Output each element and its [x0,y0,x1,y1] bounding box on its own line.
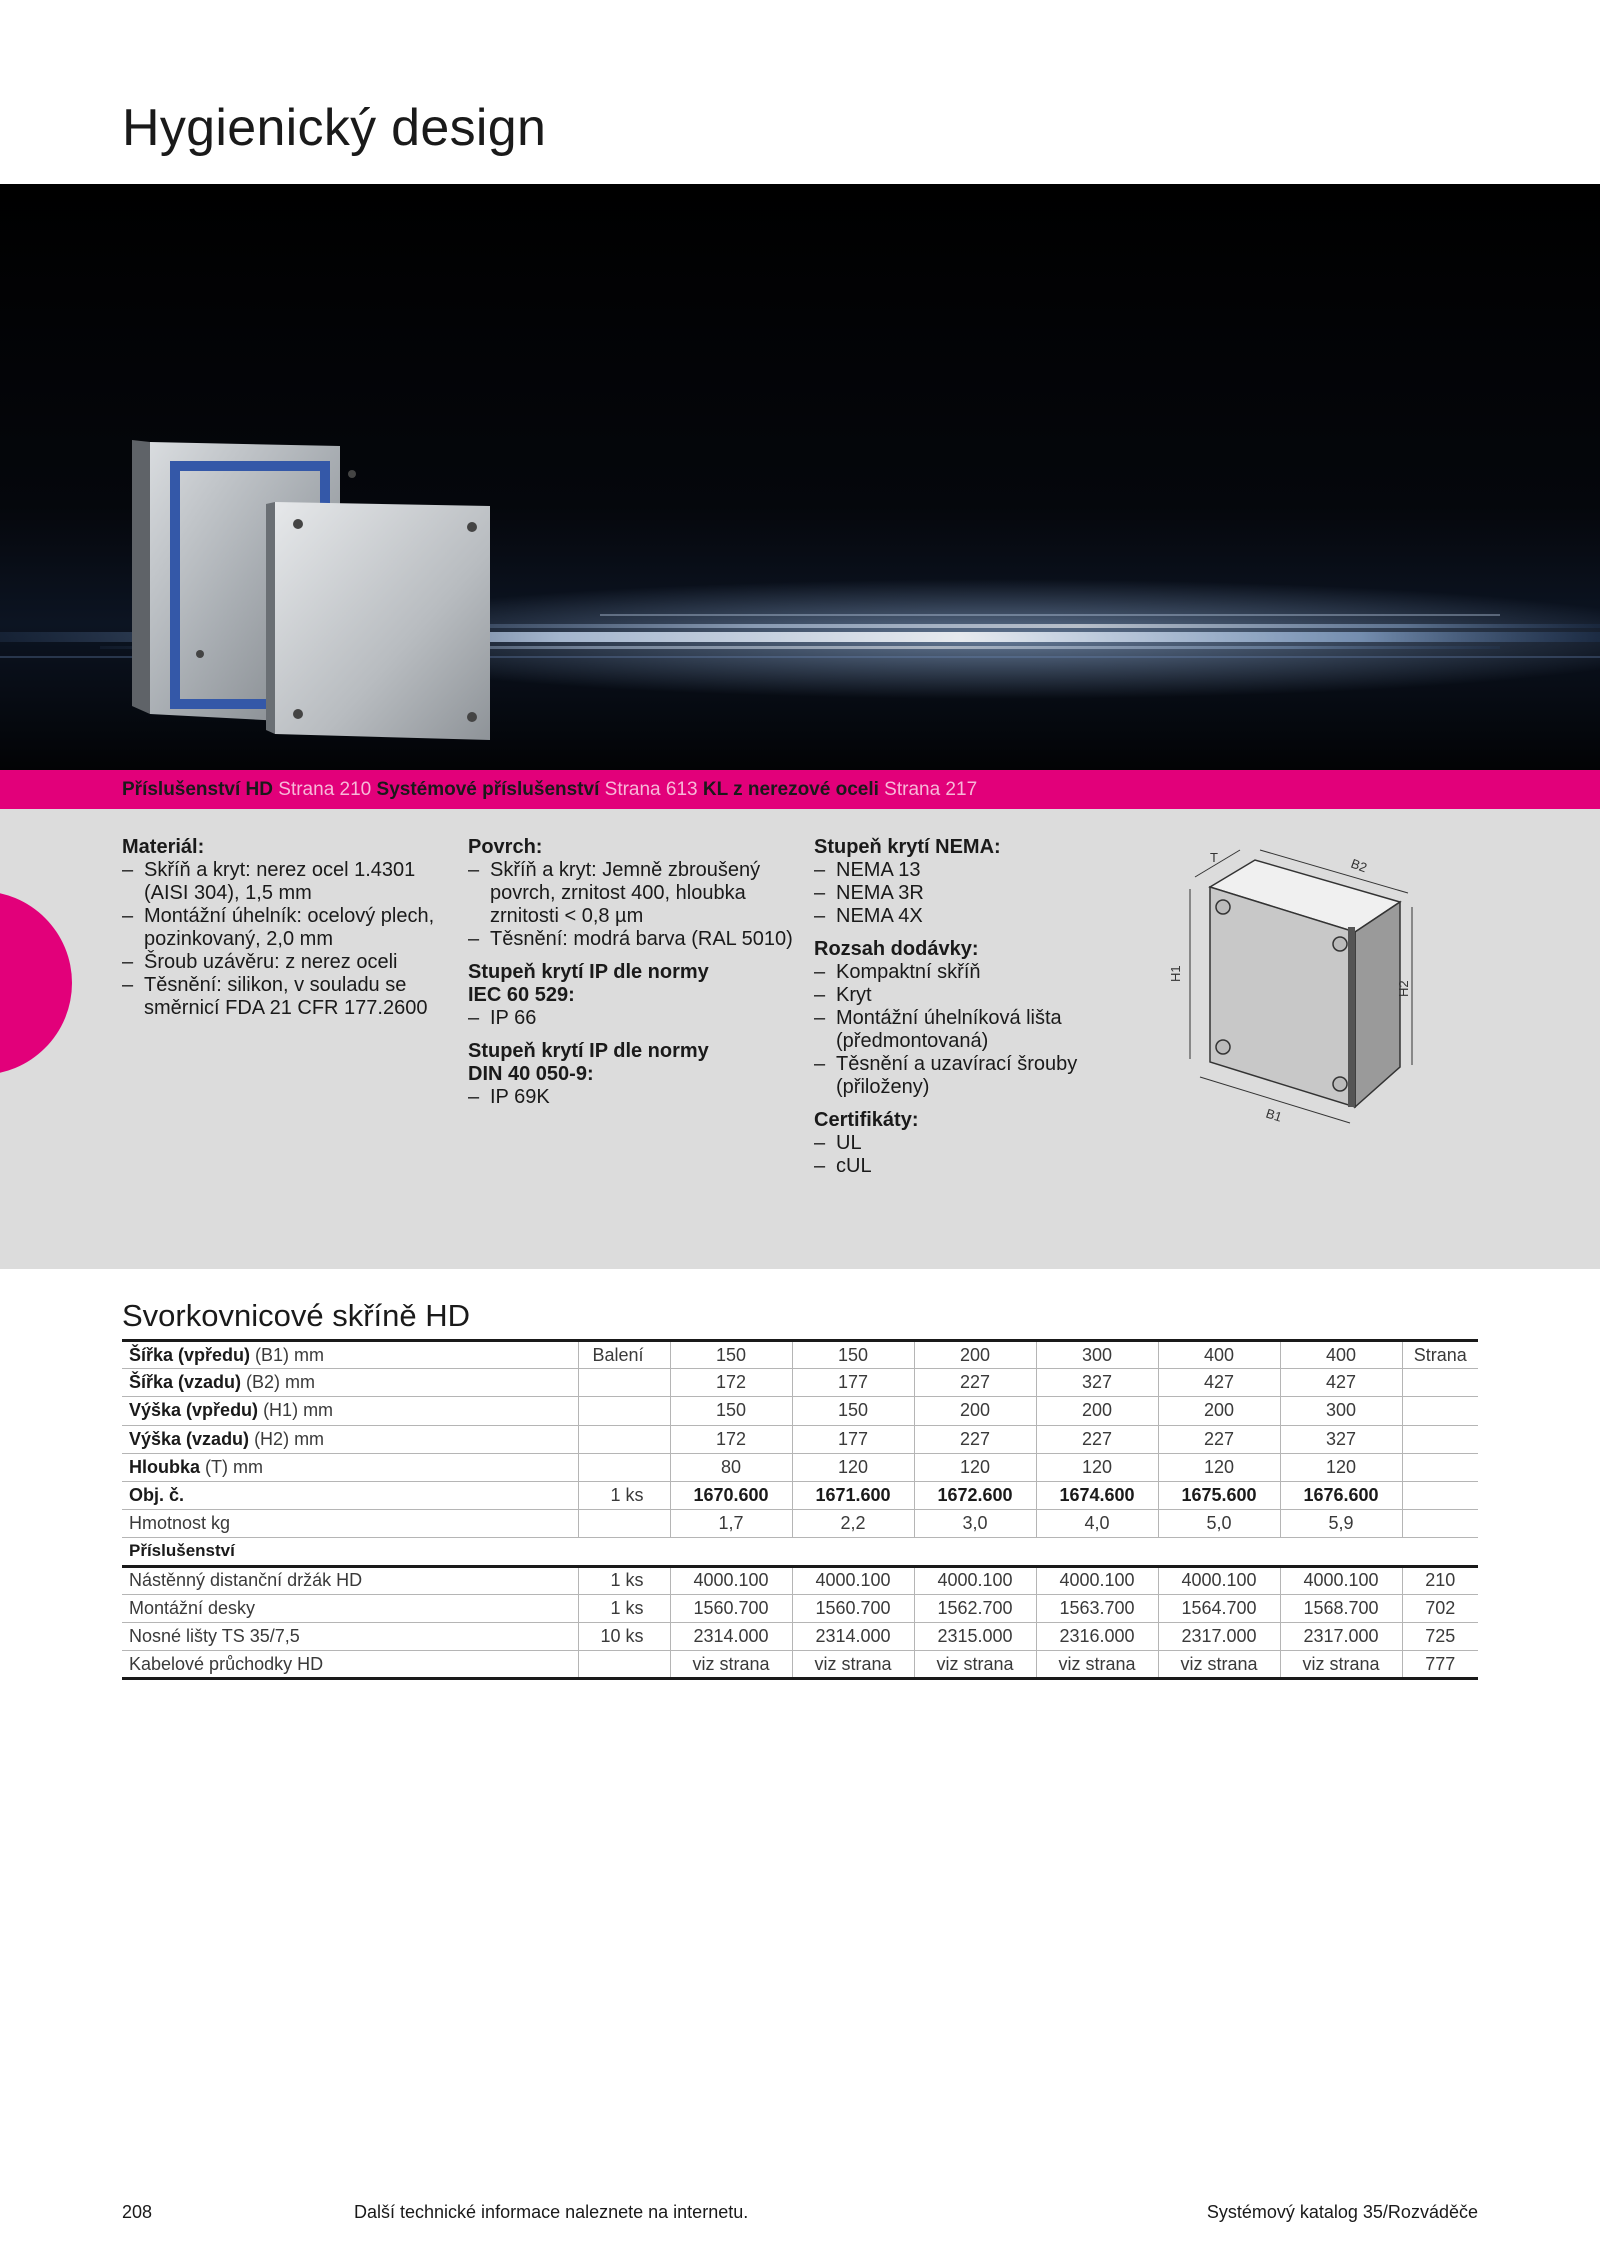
row-label-bold: Výška (vzadu) [129,1428,250,1449]
pack-cell [578,1369,670,1397]
pack-cell [578,1425,670,1453]
value-cell: 4,0 [1036,1510,1158,1538]
row-label-bold: Obj. č. [129,1485,185,1506]
value-cell: 177 [792,1369,914,1397]
value-cell: 4000.100 [1158,1566,1280,1594]
value-cell: 200 [1036,1397,1158,1425]
link-system-accessories[interactable]: Systémové příslušenství [376,779,600,800]
value-cell: 327 [1036,1369,1158,1397]
footer-note: Další technické informace naleznete na internetu. [354,2202,749,2222]
value-cell: 2317.000 [1158,1622,1280,1650]
list-item: – Těsnění a uzavírací šrouby (přiloženy) [814,1053,1144,1099]
ip-din-heading: Stupeň krytí IP dle normy DIN 40 050-9: [468,1040,709,1085]
value-cell: 3,0 [914,1510,1036,1538]
ip-din-list [468,1086,798,1109]
row-label: Výška (vpředu) (H1) mm [122,1397,578,1425]
ip-iec-heading: Stupeň krytí IP dle normy IEC 60 529: [468,961,709,1006]
row-label: Hloubka (T) mm [122,1453,578,1481]
page-cell [1402,1397,1478,1425]
value-cell: 172 [670,1425,792,1453]
value-cell: 427 [1280,1369,1402,1397]
table-row [122,1481,1478,1509]
page-number: 208 [122,2202,153,2222]
list-item: – IP 69K [468,1086,798,1109]
label-h2: H2 [1396,980,1411,997]
list-item: – Kryt [814,984,1144,1007]
list-item: – NEMA 13 [814,859,1144,882]
value-cell: 400 [1280,1341,1402,1369]
value-cell: 2315.000 [914,1622,1036,1650]
catalog-name: Systémový katalog 35/Rozváděče [1206,2202,1478,2222]
row-label-bold: Šířka (vpředu) [129,1344,251,1365]
list-item: – Těsnění: silikon, v souladu se směrnicí FDA 21 CFR 177.2600 [122,974,442,1020]
accessory-label: Kabelové průchodky HD [122,1651,578,1679]
material-list [122,859,442,1020]
label-h1: H1 [1168,965,1183,982]
value-cell: viz strana [792,1651,914,1679]
specification-panel [0,809,1600,1269]
pack-cell: Balení [578,1341,670,1369]
value-cell: 4000.100 [914,1566,1036,1594]
table-row [122,1651,1478,1679]
value-cell: 200 [914,1397,1036,1425]
link-kl-stainless[interactable]: KL z nerezové oceli [702,779,879,800]
list-item: – Kompaktní skříň [814,961,1144,984]
label-b2: B2 [1348,855,1370,876]
decorative-circle [0,891,72,1075]
value-cell: 200 [1158,1397,1280,1425]
scope-list [814,961,1144,1099]
surface-heading: Povrch: [468,836,543,858]
row-label: Hmotnost kg [122,1510,578,1538]
value-cell: 5,9 [1280,1510,1402,1538]
value-cell: 4000.100 [1280,1566,1402,1594]
label-t: T [1210,850,1218,865]
scope-heading: Rozsah dodávky: [814,938,979,960]
nema-heading: Stupeň krytí NEMA: [814,836,1001,858]
page-title: Hygienický design [122,99,547,157]
page-cell: Strana [1402,1341,1478,1369]
table-row [122,1453,1478,1481]
value-cell: 80 [670,1453,792,1481]
related-links-bar [0,770,1600,809]
value-cell: 172 [670,1369,792,1397]
value-cell: 120 [1158,1453,1280,1481]
link-hd-accessories[interactable]: Příslušenství HD [122,779,273,800]
list-item: – Montážní úhelníková lišta (předmontovaná) [814,1007,1144,1053]
value-cell: viz strana [914,1651,1036,1679]
nema-list [814,859,1144,928]
table-row [122,1341,1478,1369]
table-row [122,1566,1478,1594]
table-row [122,1369,1478,1397]
row-label-bold: Šířka (vzadu) [129,1372,242,1393]
label-b1: B1 [1264,1105,1284,1125]
value-cell: 4000.100 [792,1566,914,1594]
value-cell: 2314.000 [792,1622,914,1650]
value-cell: 227 [914,1369,1036,1397]
list-item: – cUL [814,1155,1144,1178]
link-system-accessories-page[interactable]: Strana 613 [604,779,698,800]
value-cell: 300 [1280,1397,1402,1425]
value-cell: 427 [1158,1369,1280,1397]
value-cell: viz strana [1036,1651,1158,1679]
table-row [122,1425,1478,1453]
row-label: Výška (vzadu) (H2) mm [122,1425,578,1453]
page-cell [1402,1425,1478,1453]
pack-cell [578,1510,670,1538]
value-cell: 1674.600 [1036,1481,1158,1509]
value-cell: 4000.100 [670,1566,792,1594]
value-cell: 2314.000 [670,1622,792,1650]
accessories-heading-row [122,1538,1478,1566]
surface-list [468,859,798,951]
list-item: – Šroub uzávěru: z nerez oceli [122,951,442,974]
row-label: Šířka (vzadu) (B2) mm [122,1369,578,1397]
value-cell: 1670.600 [670,1481,792,1509]
table-row [122,1594,1478,1622]
spec-column-material [122,836,442,1020]
value-cell: 120 [792,1453,914,1481]
pack-cell: 1 ks [578,1481,670,1509]
pack-cell [578,1397,670,1425]
material-heading: Materiál: [122,836,205,858]
page-cell[interactable]: 702 [1402,1594,1478,1622]
list-item: – Těsnění: modrá barva (RAL 5010) [468,928,798,951]
value-cell: 1,7 [670,1510,792,1538]
spec-column-surface [468,836,798,1109]
row-label-bold: Výška (vpředu) [129,1400,259,1421]
table-row [122,1622,1478,1650]
certs-heading: Certifikáty: [814,1109,919,1131]
value-cell: 300 [1036,1341,1158,1369]
value-cell: 120 [914,1453,1036,1481]
value-cell: 2,2 [792,1510,914,1538]
value-cell: viz strana [670,1651,792,1679]
pack-cell [578,1453,670,1481]
pack-cell: 10 ks [578,1622,670,1650]
value-cell: viz strana [1280,1651,1402,1679]
list-item: – Skříň a kryt: nerez ocel 1.4301 (AISI 304), 1,5 mm [122,859,442,905]
table-row [122,1397,1478,1425]
row-label [122,1481,578,1509]
list-item: – Montážní úhelník: ocelový plech, pozinkovaný, 2,0 mm [122,905,442,951]
page-cell [1402,1369,1478,1397]
certs-list [814,1132,1144,1178]
pack-cell: 1 ks [578,1594,670,1622]
value-cell: 120 [1280,1453,1402,1481]
value-cell: 227 [914,1425,1036,1453]
page-cell [1402,1453,1478,1481]
value-cell: viz strana [1158,1651,1280,1679]
list-item: – IP 66 [468,1007,798,1030]
table-row [122,1510,1478,1538]
page-cell[interactable]: 210 [1402,1566,1478,1594]
pack-cell [578,1651,670,1679]
list-item: – UL [814,1132,1144,1155]
value-cell: 327 [1280,1425,1402,1453]
value-cell: 4000.100 [1036,1566,1158,1594]
ip-iec-list [468,1007,798,1030]
list-item: – Skříň a kryt: Jemně zbroušený povrch, zrnitost 400, hloubka zrnitosti < 0,8 µm [468,859,798,928]
value-cell: 1675.600 [1158,1481,1280,1509]
value-cell: 2317.000 [1280,1622,1402,1650]
value-cell: 1564.700 [1158,1594,1280,1622]
accessories-heading: Příslušenství [122,1538,1478,1566]
value-cell: 2316.000 [1036,1622,1158,1650]
link-kl-stainless-page[interactable]: Strana 217 [884,779,978,800]
value-cell: 1560.700 [792,1594,914,1622]
value-cell: 1560.700 [670,1594,792,1622]
table-title: Svorkovnicové skříně HD [122,1298,471,1333]
value-cell: 227 [1158,1425,1280,1453]
page-cell[interactable]: 725 [1402,1622,1478,1650]
row-label-bold: Hloubka [129,1456,201,1477]
value-cell: 1672.600 [914,1481,1036,1509]
page-cell [1402,1481,1478,1509]
link-hd-accessories-page[interactable]: Strana 210 [278,779,372,800]
value-cell: 1671.600 [792,1481,914,1509]
row-label: Šířka (vpředu) (B1) mm [122,1341,578,1369]
pack-cell: 1 ks [578,1566,670,1594]
value-cell: 150 [792,1397,914,1425]
spec-column-nema [814,836,1144,1178]
value-cell: 177 [792,1425,914,1453]
accessory-label: Montážní desky [122,1594,578,1622]
value-cell: 1563.700 [1036,1594,1158,1622]
list-item: – NEMA 3R [814,882,1144,905]
value-cell: 1676.600 [1280,1481,1402,1509]
value-cell: 200 [914,1341,1036,1369]
page-cell[interactable]: 777 [1402,1651,1478,1679]
accessory-label: Nástěnný distanční držák HD [122,1566,578,1594]
page-cell [1402,1510,1478,1538]
value-cell: 227 [1036,1425,1158,1453]
value-cell: 5,0 [1158,1510,1280,1538]
hero-product-photo [0,184,1600,770]
accessory-label: Nosné lišty TS 35/7,5 [122,1622,578,1650]
value-cell: 400 [1158,1341,1280,1369]
value-cell: 150 [792,1341,914,1369]
dimension-diagram [1160,827,1420,1137]
list-item: – NEMA 4X [814,905,1144,928]
value-cell: 120 [1036,1453,1158,1481]
value-cell: 150 [670,1397,792,1425]
value-cell: 150 [670,1341,792,1369]
value-cell: 1568.700 [1280,1594,1402,1622]
value-cell: 1562.700 [914,1594,1036,1622]
product-table [122,1339,1478,1680]
